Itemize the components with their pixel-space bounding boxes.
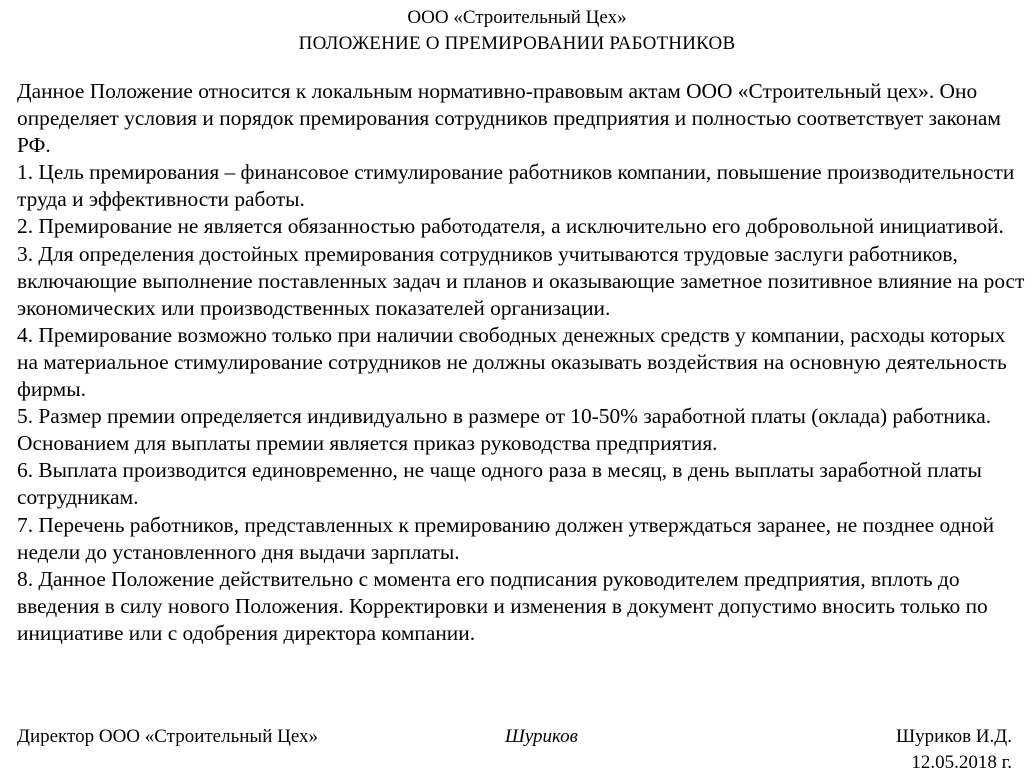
intro-paragraph: Данное Положение относится к локальным нормативно-правовым актам ООО «Строительный цех». Оно определяет условия и порядок премирования сотрудников предприятия и полностью соответствует законам РФ. (17, 79, 1001, 158)
organization-name: ООО «Строительный Цех» (407, 7, 627, 28)
clause-2: 2. Премирование не является обязанностью работодателя, а исключительно его добровольной инициативой. (17, 214, 1004, 239)
document-body (17, 78, 1027, 647)
signatory-position: Директор ООО «Строительный Цех» (17, 726, 319, 747)
document-title: ПОЛОЖЕНИЕ О ПРЕМИРОВАНИИ РАБОТНИКОВ (298, 33, 736, 54)
clause-3: 3. Для определения достойных премирования сотрудников учитываются трудовые заслуги работников, включающие выполнение поставленных задач и планов и оказывающие заметное позитивное влияние на рост экономических или производственных показателей организации. (17, 241, 1025, 320)
signatory-name: Шуриков И.Д. (895, 726, 1012, 747)
clause-5: 5. Размер премии определяется индивидуально в размере от 10-50% заработной платы (оклада) работника. Основанием для выплаты премии является приказ руководства предприятия. (17, 404, 992, 456)
signatory-block (896, 724, 1012, 776)
clause-4: 4. Премирование возможно только при наличии свободных денежных средств у компании, расходы которых на материальное стимулирование сотрудников не должны оказывать воздействия на основную деятельность фирмы. (17, 322, 1007, 402)
clause-1: 1. Цель премирования – финансовое стимулирование работников компании, повышение производительности труда и эффективности работы. (17, 160, 1015, 212)
signature: Шуриков (505, 726, 578, 747)
clause-6: 6. Выплата производится единовременно, не чаще одного раза в месяц, в день выплаты заработной платы сотрудникам. (17, 458, 982, 510)
clause-8: 8. Данное Положение действительно с момента его подписания руководителем предприятия, вплоть до введения в силу нового Положения. Корректировки и изменения в документ допустимо вносить только по инициативе или с одобрения директора компании. (17, 566, 988, 645)
signing-date: 12.05.2018 г. (911, 752, 1012, 773)
document-header (0, 5, 1034, 57)
clause-7: 7. Перечень работников, представленных к премированию должен утверждаться заранее, не позднее одной недели до установленного дня выдачи зарплаты. (17, 512, 995, 564)
